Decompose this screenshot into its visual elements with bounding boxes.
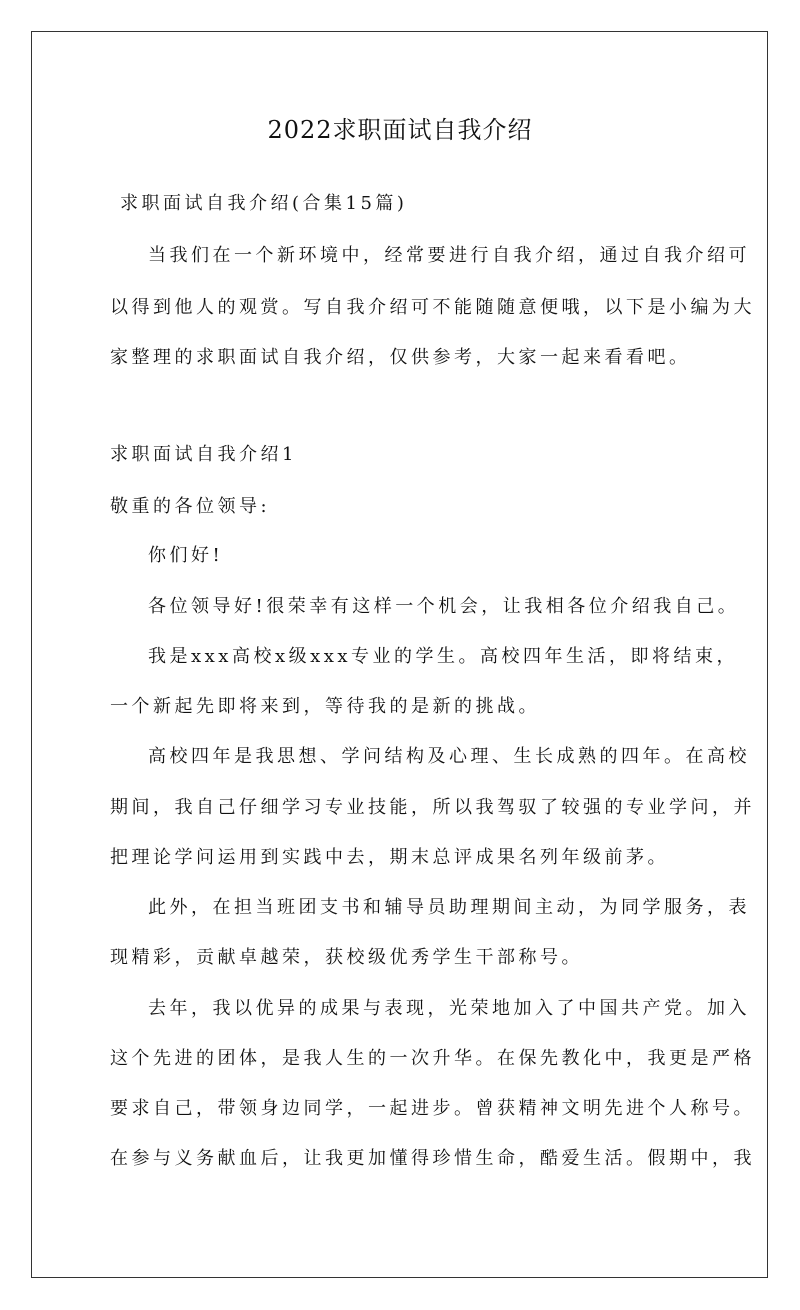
greeting: 你们好!: [148, 545, 224, 566]
paragraph-line: 我是xxx高校x级xxx专业的学生。高校四年生活，即将结束，: [148, 646, 739, 667]
paragraph-line: 要求自己，带领身边同学，一起进步。曾获精神文明先进个人称号。: [110, 1098, 755, 1119]
document-title: 2022求职面试自我介绍: [267, 116, 533, 144]
paragraph-line: 各位领导好!很荣幸有这样一个机会，让我相各位介绍我自己。: [148, 596, 740, 617]
paragraph-line: 去年，我以优异的成果与表现，光荣地加入了中国共产党。加入: [148, 998, 750, 1019]
paragraph-line: 现精彩，贡献卓越荣，获校级优秀学生干部称号。: [110, 947, 583, 968]
paragraph-line: 家整理的求职面试自我介绍，仅供参考，大家一起来看看吧。: [110, 347, 691, 368]
salutation: 敬重的各位领导:: [110, 496, 271, 517]
section-heading: 求职面试自我介绍1: [110, 444, 297, 465]
document-subtitle: 求职面试自我介绍(合集15篇): [120, 193, 408, 214]
paragraph-line: 高校四年是我思想、学问结构及心理、生长成熟的四年。在高校: [148, 746, 750, 767]
paragraph-line: 在参与义务献血后，让我更加懂得珍惜生命，酷爱生活。假期中，我: [110, 1148, 755, 1169]
paragraph-line: 以得到他人的观赏。写自我介绍可不能随随意便哦，以下是小编为大: [110, 297, 755, 318]
paragraph-line: 这个先进的团体，是我人生的一次升华。在保先教化中，我更是严格: [110, 1048, 755, 1069]
paragraph-line: 期间，我自己仔细学习专业技能，所以我驾驭了较强的专业学问，并: [110, 797, 755, 818]
paragraph-line: 把理论学问运用到实践中去，期末总评成果名列年级前茅。: [110, 847, 669, 868]
paragraph-line: 一个新起先即将来到，等待我的是新的挑战。: [110, 696, 540, 717]
paragraph-line: 此外，在担当班团支书和辅导员助理期间主动，为同学服务，表: [148, 897, 750, 918]
paragraph-line: 当我们在一个新环境中，经常要进行自我介绍，通过自我介绍可: [148, 245, 750, 266]
